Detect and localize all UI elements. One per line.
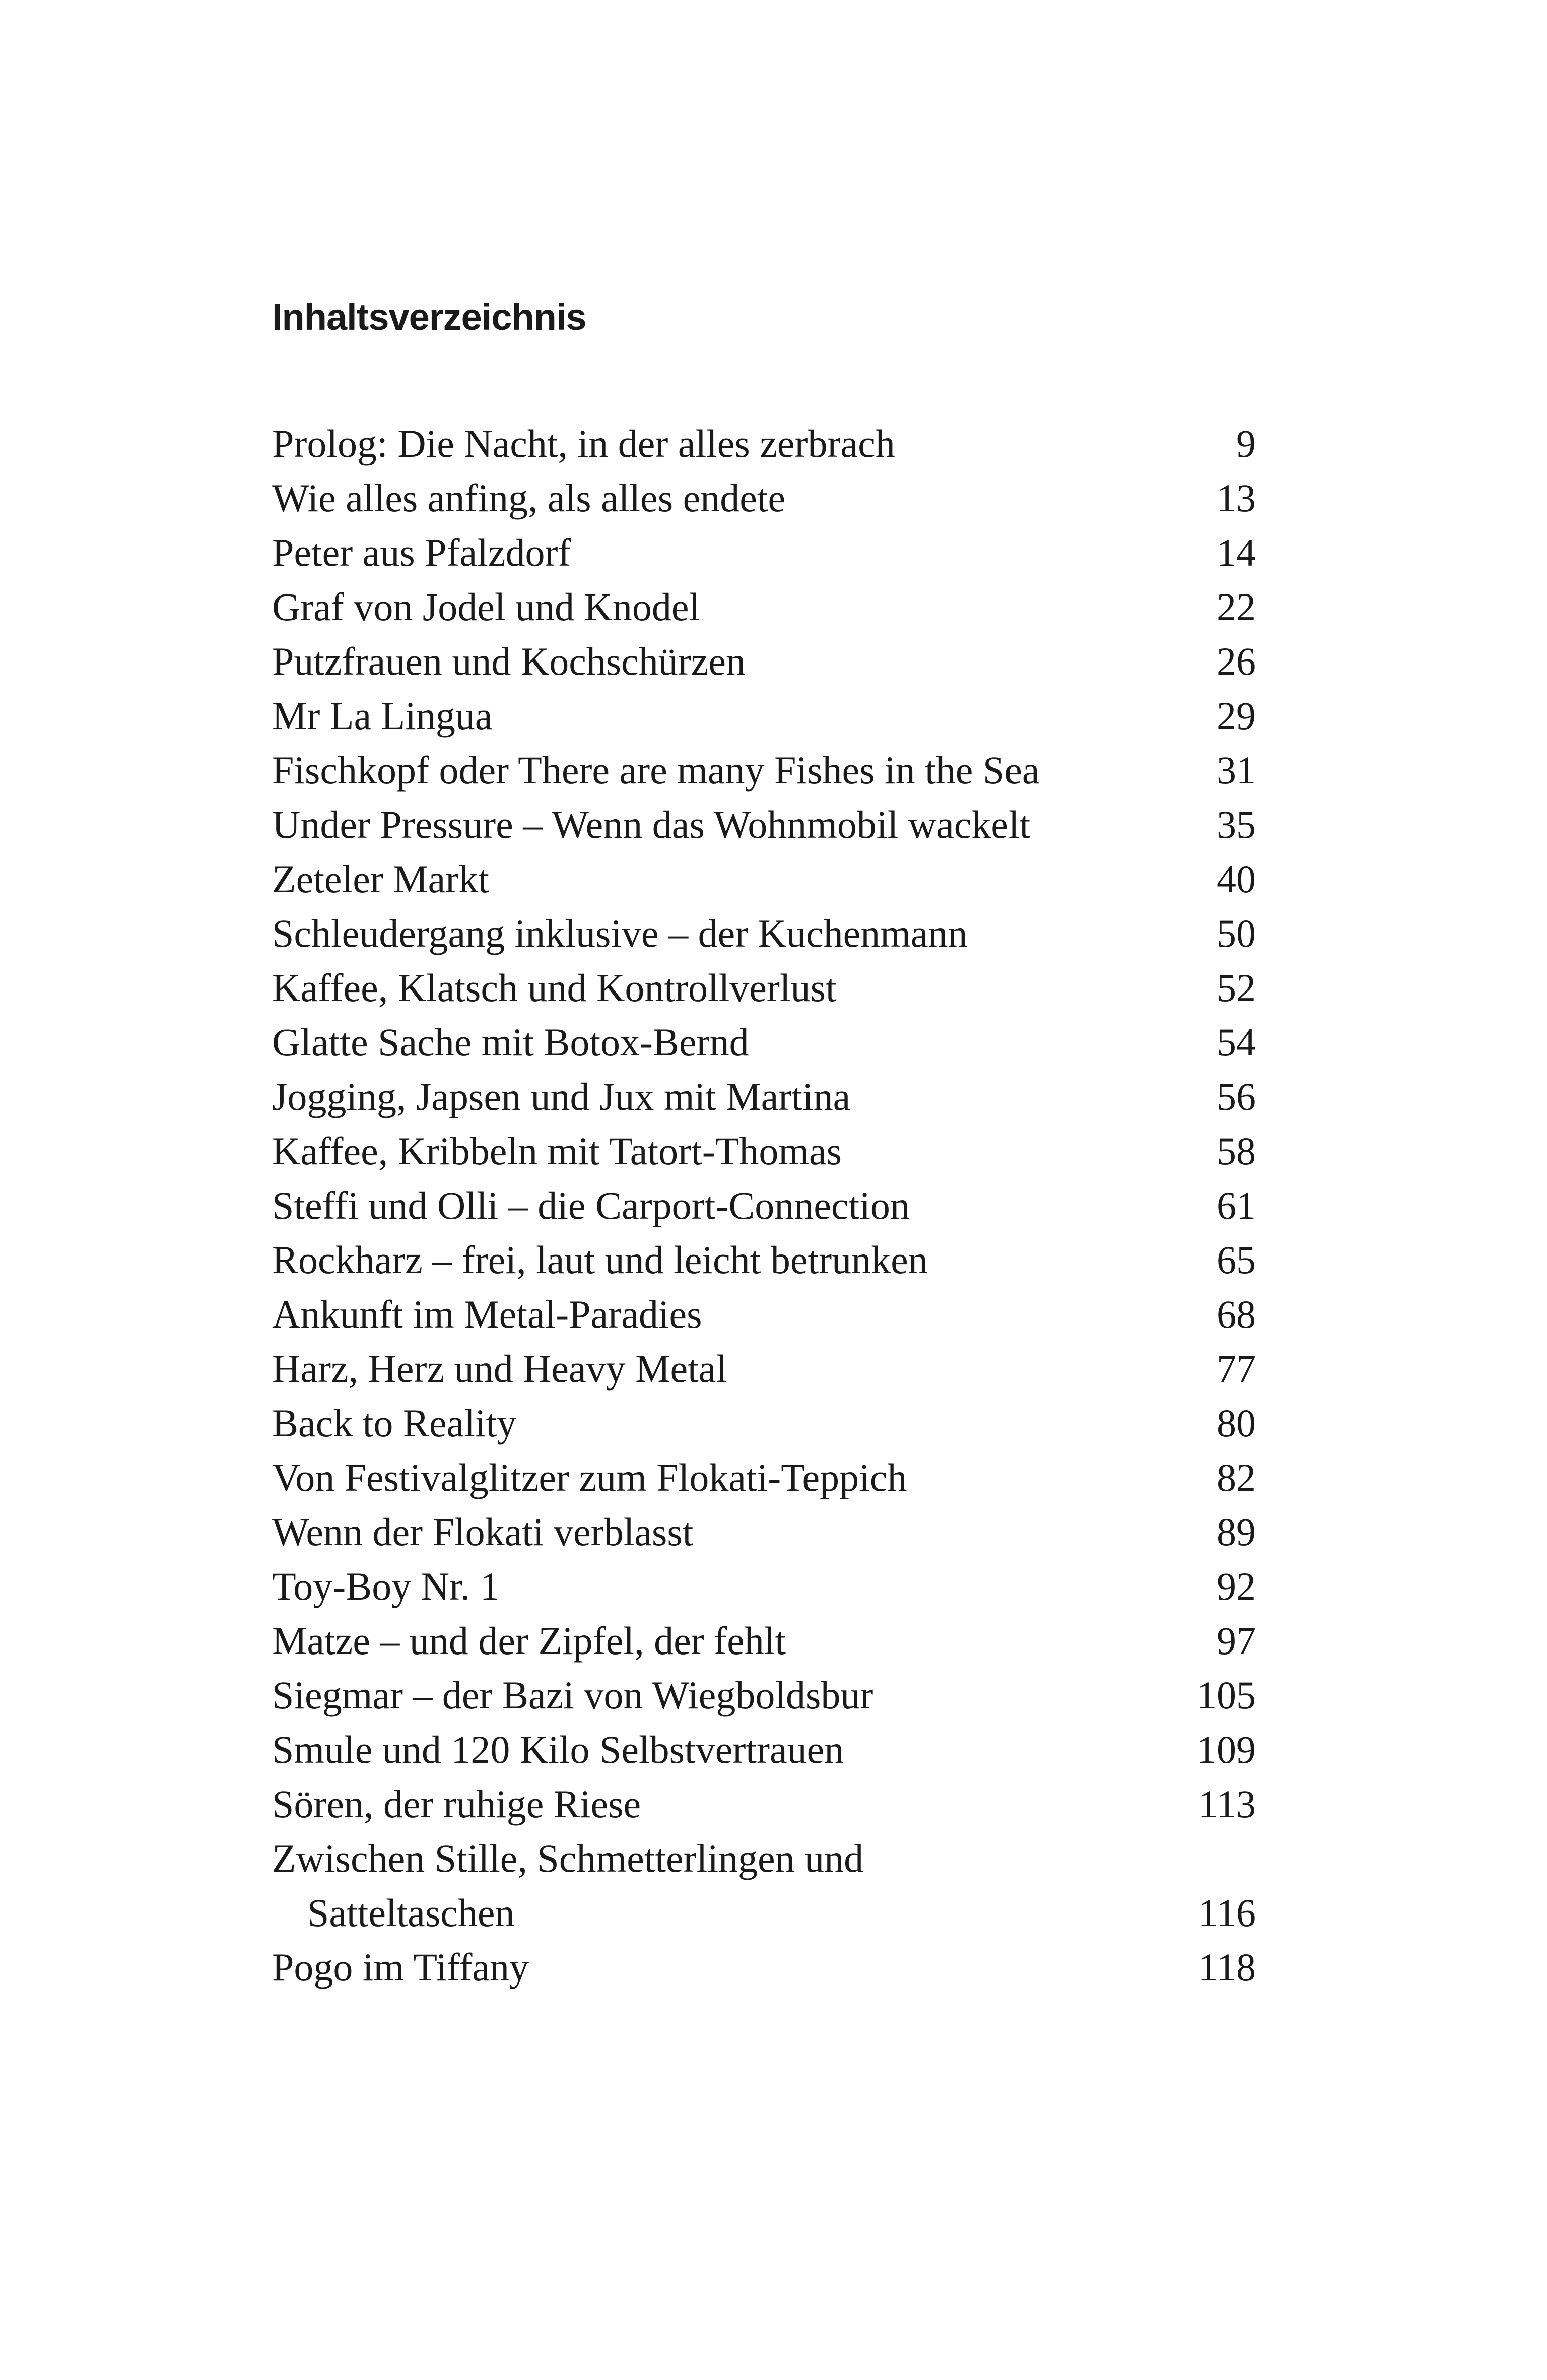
toc-entry-title: Prolog: Die Nacht, in der alles zerbrach (272, 422, 895, 466)
toc-entry (272, 961, 1256, 1015)
toc-entry-page-number: 116 (1198, 1891, 1256, 1935)
toc-entry-title: Graf von Jodel und Knodel (272, 585, 700, 629)
toc-entry-title: Kaffee, Klatsch und Kontrollverlust (272, 966, 837, 1010)
toc-entry-page-number: 13 (1217, 476, 1256, 520)
toc-entry (272, 1124, 1256, 1178)
toc-entry-title: Under Pressure – Wenn das Wohnmobil wackelt (272, 803, 1031, 846)
toc-entry-page-number: 65 (1217, 1238, 1256, 1282)
toc-entry (272, 1015, 1256, 1070)
toc-entry-title: Kaffee, Kribbeln mit Tatort-Thomas (272, 1129, 842, 1173)
toc-entry-title: Schleudergang inklusive – der Kuchenmann (272, 911, 968, 955)
toc-entry-title: Wenn der Flokati verblasst (272, 1510, 694, 1554)
toc-entry-title: Jogging, Japsen und Jux mit Martina (272, 1075, 851, 1118)
toc-entry-page-number: 113 (1198, 1782, 1256, 1826)
toc-entry-page-number: 92 (1217, 1564, 1256, 1608)
toc-entry (272, 471, 1256, 525)
toc-entry (272, 1450, 1256, 1505)
toc-entry-title: Putzfrauen und Kochschürzen (272, 639, 746, 683)
toc-entry (272, 689, 1256, 743)
toc-entry (272, 798, 1256, 852)
toc-entry-title: Ankunft im Metal-Paradies (272, 1292, 702, 1336)
toc-entry (272, 1614, 1256, 1668)
toc-entry-page-number: 40 (1217, 857, 1256, 901)
toc-entry (272, 1831, 1256, 1940)
toc-entry-title-line: Zwischen Stille, Schmetterlingen und (272, 1836, 864, 1880)
toc-entry-title: Wie alles anfing, als alles endete (272, 476, 786, 520)
toc-entry-title: Siegmar – der Bazi von Wiegboldsbur (272, 1673, 873, 1717)
toc-entry (272, 906, 1256, 961)
toc-entry-page-number: 50 (1217, 911, 1256, 955)
toc-entry (272, 1505, 1256, 1559)
toc-entry-page-number: 61 (1217, 1183, 1256, 1227)
toc-entry (272, 1070, 1256, 1124)
toc-entry-page-number: 14 (1217, 531, 1256, 574)
toc-entry (272, 743, 1256, 798)
toc-entry (272, 525, 1256, 580)
toc-entry-page-number: 118 (1198, 1945, 1256, 1989)
toc-entry-title: Von Festivalglitzer zum Flokati-Teppich (272, 1456, 907, 1499)
toc-entry-title: Mr La Lingua (272, 694, 493, 738)
toc-entry-page-number: 97 (1217, 1619, 1256, 1663)
toc-entry-page-number: 82 (1217, 1456, 1256, 1499)
toc-entry-page-number: 31 (1217, 748, 1256, 792)
toc-entry (272, 1723, 1256, 1777)
toc-entry-page-number: 109 (1197, 1728, 1256, 1771)
toc-entry (272, 1559, 1256, 1614)
toc-entry-page-number: 58 (1217, 1129, 1256, 1173)
toc-entry-title: Harz, Herz und Heavy Metal (272, 1347, 727, 1391)
toc-entry (272, 1178, 1256, 1233)
toc-heading: Inhaltsverzeichnis (272, 296, 586, 338)
toc-entry-title: Zeteler Markt (272, 857, 489, 901)
toc-entry (272, 1940, 1256, 1995)
toc-entry-page-number: 89 (1217, 1510, 1256, 1554)
toc-entry-title: Pogo im Tiffany (272, 1945, 529, 1989)
toc-entry-title: Back to Reality (272, 1401, 517, 1445)
toc-entry-page-number: 9 (1236, 422, 1256, 466)
toc-entry-title: Glatte Sache mit Botox-Bernd (272, 1020, 749, 1064)
toc-entry (272, 580, 1256, 634)
toc-entry-title: Sören, der ruhige Riese (272, 1782, 641, 1826)
toc-entry-page-number: 56 (1217, 1075, 1256, 1118)
toc-entry (272, 1342, 1256, 1396)
toc-entry-page-number: 77 (1217, 1347, 1256, 1391)
toc-entry-page-number: 68 (1217, 1292, 1256, 1336)
toc-entry (272, 1233, 1256, 1287)
toc-list (272, 417, 1256, 1995)
toc-entry (272, 852, 1256, 906)
toc-entry-page-number: 26 (1217, 639, 1256, 683)
toc-entry-title: Matze – und der Zipfel, der fehlt (272, 1619, 786, 1663)
toc-entry (272, 1287, 1256, 1342)
toc-entry-title: Steffi und Olli – die Carport-Connection (272, 1183, 910, 1227)
toc-entry-page-number: 54 (1217, 1020, 1256, 1064)
toc-entry-page-number: 52 (1217, 966, 1256, 1010)
toc-entry-title: Rockharz – frei, laut und leicht betrunken (272, 1238, 928, 1282)
toc-entry-title: Fischkopf oder There are many Fishes in the Sea (272, 748, 1040, 792)
toc-entry-title: Peter aus Pfalzdorf (272, 531, 571, 574)
toc-entry (272, 1668, 1256, 1723)
toc-entry (272, 1396, 1256, 1450)
toc-entry-title: Smule und 120 Kilo Selbstvertrauen (272, 1728, 844, 1771)
toc-entry-page-number: 80 (1217, 1401, 1256, 1445)
toc-entry (272, 634, 1256, 689)
toc-entry-page-number: 29 (1217, 694, 1256, 738)
toc-entry-page-number: 22 (1217, 585, 1256, 629)
toc-entry (272, 1777, 1256, 1831)
toc-entry-page-number: 35 (1217, 803, 1256, 846)
toc-entry (272, 417, 1256, 471)
toc-entry-title: Toy-Boy Nr. 1 (272, 1564, 500, 1608)
toc-entry-page-number: 105 (1197, 1673, 1256, 1717)
toc-entry-title (272, 1831, 863, 1940)
toc-entry-title-continuation: Satteltaschen (307, 1891, 515, 1935)
